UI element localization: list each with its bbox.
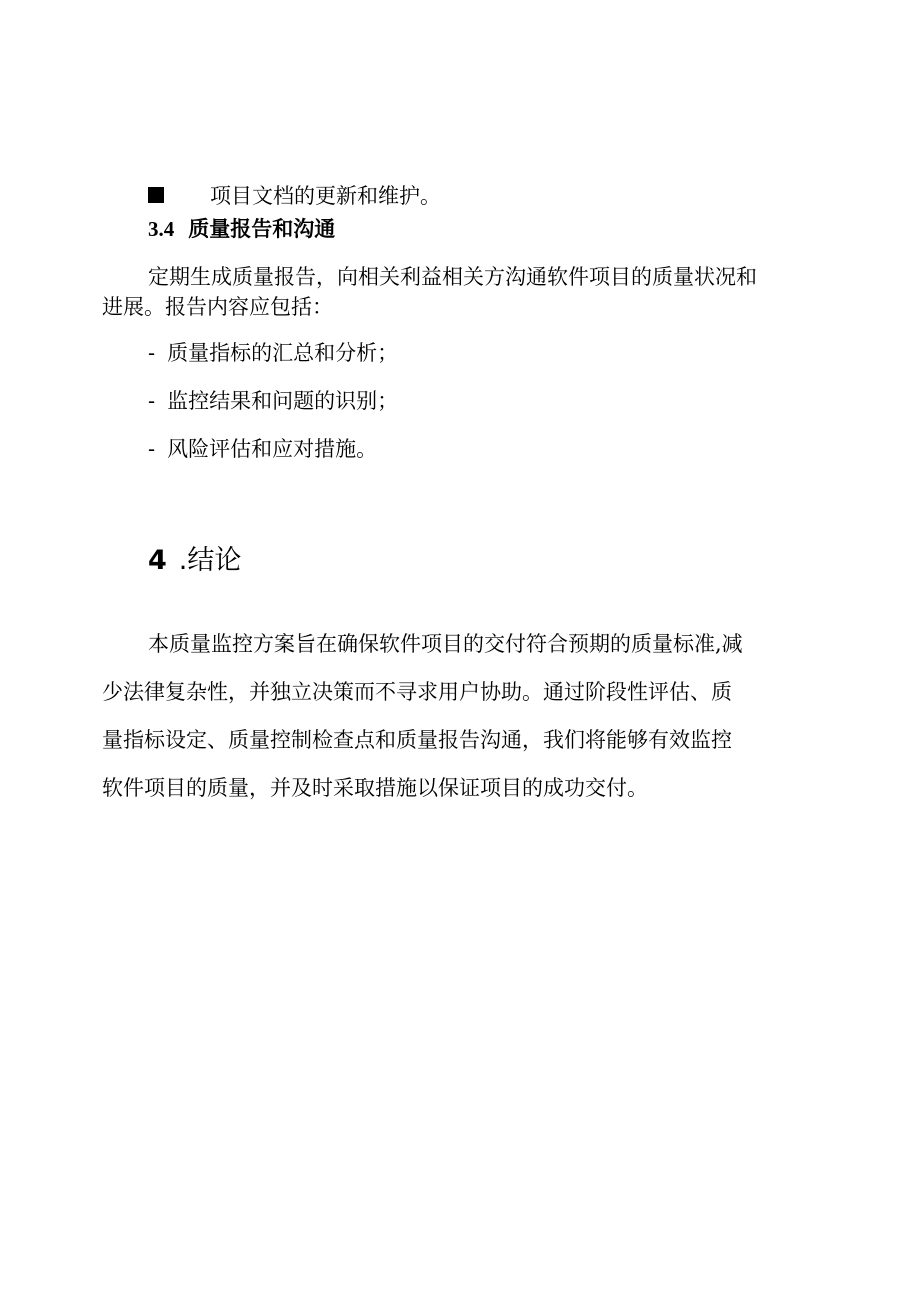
list-item — [148, 386, 398, 416]
intro-paragraph — [102, 262, 822, 322]
bullet-list-item — [148, 180, 441, 210]
section-number: 3.4 — [148, 217, 175, 241]
chapter-title: .结论 — [178, 545, 242, 576]
paragraph-line: 软件项目的质量，并及时采取措施以保证项目的成功交付。 — [102, 776, 648, 800]
list-item-text: 监控结果和问题的识别； — [167, 389, 399, 413]
dash-marker: - — [148, 437, 156, 461]
paragraph-line: 少法律复杂性，并独立决策而不寻求用户协助。通过阶段性评估、质 — [102, 680, 732, 704]
paragraph-line: 定期生成质量报告，向相关利益相关方沟通软件项目的质量状况和 — [148, 265, 757, 289]
list-item-text: 风险评估和应对措施。 — [167, 437, 378, 461]
list-item — [148, 338, 398, 368]
chapter-heading — [148, 541, 241, 581]
paragraph-line: 量指标设定、质量控制检查点和质量报告沟通，我们将能够有效监控 — [102, 728, 732, 752]
square-bullet-icon — [148, 187, 164, 203]
bullet-item-text: 项目文档的更新和维护。 — [210, 184, 441, 208]
list-item-text: 质量指标的汇总和分析； — [167, 341, 399, 365]
section-title: 质量报告和沟通 — [188, 216, 336, 241]
conclusion-paragraph — [102, 626, 822, 818]
dash-marker: - — [148, 389, 156, 413]
paragraph-line: 进展。报告内容应包括： — [102, 295, 333, 319]
list-item — [148, 434, 377, 464]
section-heading — [148, 214, 335, 244]
dash-marker: - — [148, 341, 156, 365]
paragraph-line: 本质量监控方案旨在确保软件项目的交付符合预期的质量标准,减 — [148, 632, 743, 656]
chapter-number: 4 — [148, 545, 167, 576]
